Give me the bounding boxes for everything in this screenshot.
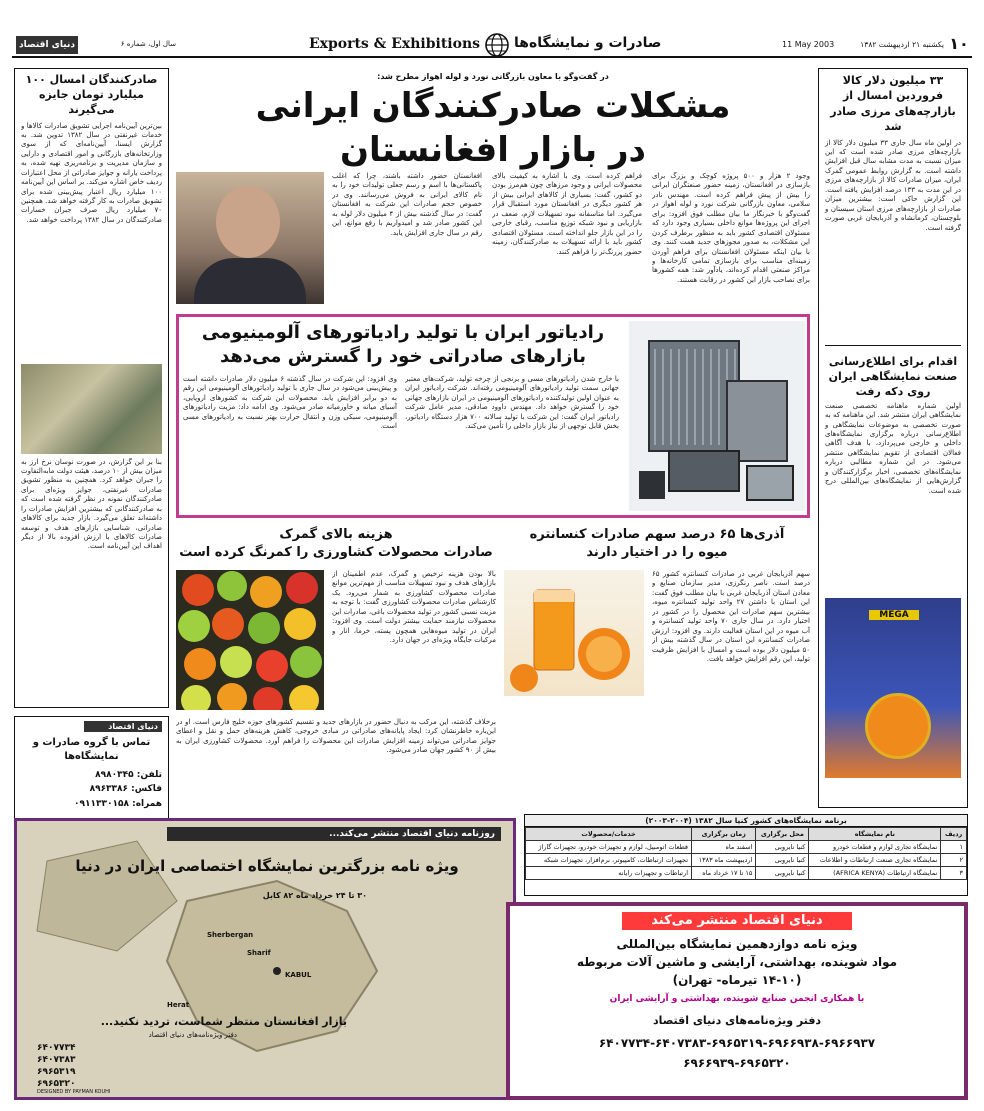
table-cell: اردیبهشت ماه ۱۳۸۳ bbox=[692, 854, 756, 867]
table-cell: ۱ bbox=[941, 841, 967, 854]
table-header: محل برگزاری bbox=[756, 828, 809, 841]
ad-cos-line3: (۱۴-۱۰ تیرماه- تهران) bbox=[672, 973, 802, 987]
right-article1-body: در اولین ماه سال جاری ۳۳ میلیون دلار کالا از بازارچه‌های مرزی صادر شده است که این میزان نسبت به مدت مشابه سال قبل افزایش داشته است. به گزارش روابط عمومی گمرک ایران، میزان صادرات کالا از بازارچه‌های مرزی در این مدت به ۱۳۳ درصد افزایش یافته است. این گزارش حاکی است: بیشترین میزان صادرات از بازارچه‌های مرزی استان سیستان و بلوچستان، کرمانشاه و آذربایجان غربی صورت گرفته است. bbox=[825, 138, 961, 232]
right-column bbox=[818, 68, 968, 808]
map-label: KABUL bbox=[285, 971, 312, 979]
juice-photo bbox=[504, 570, 644, 696]
date-en: 11 May 2003 bbox=[782, 40, 835, 49]
ad-af-office: دفتر ویژه‌نامه‌های دنیای اقتصاد bbox=[148, 1031, 237, 1039]
exhibitions-table bbox=[525, 827, 967, 880]
map-label: Sharif bbox=[247, 949, 271, 957]
section-title-fa: صادرات و نمایشگاه‌ها bbox=[514, 35, 662, 51]
radiator-headline-2: بازارهای صادراتی خود را گسترش می‌دهد bbox=[219, 346, 587, 367]
fruit-photo bbox=[176, 570, 324, 710]
main-article-col2: فراهم کرده است. وی با اشاره به کیفیت بالای محصولات ایرانی و وجود مرزهای چون هم‌مرز بودن دو کشور، گفت: بسیاری از کالاهای ایرانی بیش از هر کشور دیگری در افغانستان مورد استقبال قرار می‌گیرد. اما متاسفانه نبود تسهیلات لازم، ضعف در بازاریابی و نبود شبکه توزیع مناسب، رقبای خارجی را در این بازار جلو انداخته است. مسئولان اقتصادی کشور باید با ارائه تسهیلات به صادرکنندگان، زمینه حضور پررنگ‌تر را فراهم کنند. bbox=[492, 172, 642, 256]
phone-label: تلفن: bbox=[136, 770, 162, 780]
contact-mobile bbox=[21, 797, 162, 811]
left-article-headline: صادرکنندگان امسال ۱۰۰ میلیارد تومان جایزه می‌گیرند bbox=[25, 73, 158, 116]
contact-logo: دنیای اقتصاد bbox=[84, 721, 162, 732]
right-article2-body: اولین شماره ماهنامه تخصصی صنعت نمایشگاهی ایران منتشر شد. این ماهنامه که به صورت تخصصی به موضوعات نمایشگاهی و اطلاع‌رسانی درباره برگزاری نمایشگاه‌های داخلی و خارجی می‌پردازد، با هدف آگاهی فعالان اقتصادی از تقویم نمایشگاهی منتشر می‌شود. در این شماره مطالبی درباره نمایشگاه‌های تخصصی، اخبار برگزارکنندگان و گزارش‌هایی از نمایشگاه‌های بین‌المللی درج شده است. bbox=[825, 401, 961, 495]
right-ad-image bbox=[825, 598, 961, 778]
ad-af-banner: روزنامه دنیای اقتصاد منتشر می‌کند... bbox=[167, 827, 501, 841]
portrait-suit bbox=[194, 258, 306, 304]
ad-af-phone: ۶۹۶۵۳۲۰ bbox=[37, 1079, 76, 1089]
ad-cos-line4: با همکاری انجمن صنایع شوینده، بهداشتی و آرایشی ایران bbox=[609, 994, 865, 1004]
table-header: زمان برگزاری bbox=[692, 828, 756, 841]
right-divider bbox=[825, 345, 961, 346]
ad-cos-line1: ویژه نامه دوازدهمین نمایشگاه بین‌المللی bbox=[616, 937, 858, 951]
main-article-headline-2: در بازار افغانستان bbox=[340, 130, 646, 170]
globe-icon bbox=[484, 32, 510, 58]
cosmetics-ad bbox=[506, 902, 968, 1100]
ad-cos-line2: مواد شوینده، بهداشتی، آرایشی و ماشین آلات مربوطه bbox=[576, 955, 898, 969]
azeri-headline-1: آذری‌ها ۶۵ درصد سهم صادرات کنسانتره bbox=[529, 527, 785, 542]
table-header-row bbox=[526, 828, 967, 841]
ad-af-credit: DESIGNED BY PAYMAN KOUHI bbox=[37, 1089, 111, 1095]
fax-value: ۸۹۶۳۳۸۶ bbox=[89, 784, 129, 795]
issue-info: سال اول، شماره ۶ bbox=[120, 40, 176, 48]
azeri-article bbox=[504, 526, 810, 810]
map-label: Sherbergan bbox=[207, 931, 254, 939]
table-row bbox=[526, 841, 967, 854]
main-article-col1: وجود ۲ هزار و ۵۰۰ پروژه کوچک و بزرگ برای بازسازی در افغانستان، زمینه حضور صنعتگران ایرانی را بیش از پیش فراهم کرده است. مهندس نادر سلامی، معاون بازرگانی شرکت نورد و لوله اهواز در گفت‌وگو با خبرنگار ما بیان مطلب فوق افزود: برای اجرای این پروژه‌ها موانع داخلی بسیاری وجود دارد که مسئولان اقتصادی کشور باید به منظور برطرف کردن این مشکلات، به صدور مجوزهای جدید همت کنند. وی با بیان اینکه مسئولان افغانستان برای فراهم آوردن زمینه‌ای مناسب برای بازسازی تمامی کارخانه‌ها و مراکز صنعتی اقدام کرده‌اند، یادآور شد: همه کشورها برای تصاحب بازار این کشور در رقابت هستند. bbox=[652, 172, 810, 284]
azeri-body: سهم آذربایجان غربی در صادرات کنسانتره کشور ۶۵ درصد است. ناصر رنگرزی، مدیر سازمان صنایع و معادن استان آذربایجان غربی با بیان مطلب فوق گفت: این استان با داشتن ۲۷ واحد تولید کنسانتره میوه، بیشترین سهم صادرات این محصول را در کشور در اختیار دارد. در سال جاری ۷۰ واحد تولید کنسانتره و آب میوه در این استان فعالیت دارند. وی افزود: ارزش صادرات کنسانتره این استان در سال گذشته بیش از ۵۰ میلیون دلار بوده است و امسال با افزایش ظرفیت تولید، این رقم افزایش خواهد یافت. bbox=[652, 570, 810, 663]
table-cell: نمایشگاه تجاری لوازم و قطعات خودرو bbox=[809, 841, 941, 854]
money-photo bbox=[21, 364, 162, 454]
radiator-col2: وی افزود: این شرکت در سال گذشته ۶ میلیون دلار صادرات داشته است و پیش‌بینی می‌شود در سال جاری با تولید رادیاتورهای آلومینیومی این رقم به دو برابر افزایش یابد. محصولات این شرکت به کشورهای اروپایی، آسیای میانه و خاورمیانه صادر می‌شود. وی ادامه داد: مزیت رادیاتورهای آلومینیومی، سبکی وزن و انتقال حرارت بهتر نسبت به رادیاتورهای مسی است. bbox=[183, 375, 397, 431]
azeri-headline-2: میوه را در اختیار دارند bbox=[586, 545, 728, 560]
right-article2-headline: اقدام برای اطلاع‌رسانی صنعت نمایشگاهی ایران روی دکه رفت bbox=[828, 354, 958, 399]
page-number: ۱۰ bbox=[949, 34, 969, 53]
right-article1-headline: ۳۳ میلیون دلار کالا فروردین امسال از بازارچه‌های مرزی صادر شد bbox=[830, 74, 956, 134]
right-ad-label: MEGA bbox=[869, 610, 919, 620]
contact-box bbox=[14, 716, 169, 834]
ad-af-dates: ۳۰ تا ۲۴ خرداد ماه ۸۲ کابل bbox=[262, 891, 367, 900]
table-cell: ۱۵ تا ۱۷ خرداد ماه bbox=[692, 867, 756, 880]
agri-headline-2: صادرات محصولات کشاورزی را کمرنگ کرده است bbox=[179, 545, 493, 560]
mobile-label: همراه: bbox=[132, 798, 162, 809]
ad-af-headline: ویژه نامه بزرگترین نمایشگاه اختصاصی ایران در دنیا bbox=[75, 857, 459, 875]
table-cell: تجهیزات ارتباطات، کامپیوتر، نرم‌افزار، تجهیزات شبکه bbox=[526, 854, 692, 867]
agri-headline-1: هزینه بالای گمرک bbox=[279, 527, 393, 542]
afghanistan-ad bbox=[14, 818, 516, 1100]
table-cell: ۳ bbox=[941, 867, 967, 880]
main-article-kicker: در گفت‌وگو با معاون بازرگانی نورد و لوله اهواز مطرح شد: bbox=[377, 72, 609, 81]
radiator-col1: با خارج شدن رادیاتورهای مسی و برنجی از چرخه تولید، شرکت‌های معتبر جهانی سمت تولید رادیاتورهای آلومینیومی رفته‌اند. شرکت رادیاتور ایران به عنوان اولین تولیدکننده رادیاتورهای آلومینیومی در ایران بازارهای جهانی خود را گسترش خواهد داد. مهندس داوود صادقی، مدیر عامل شرکت رادیاتور ایران گفت: این شرکت با تولید سالانه ۷۰۰ هزار دستگاه رادیاتور، بخش قابل توجهی از نیاز بازار داخلی را تأمین می‌کند. bbox=[405, 375, 619, 431]
table-row bbox=[526, 854, 967, 867]
agri-col2: برخلاف گذشته، این مرکب به دنبال حضور در بازارهای جدید و تقسیم کشورهای حوزه خلیج فارس است. او در این‌باره خاطرنشان کرد: ایجاد پایانه‌های صادراتی در مبادی خروجی، کاهش هزینه‌های حمل و نقل و اعطای جوایز صادراتی می‌تواند زمینه افزایش صادرات این محصولات را فراهم آورد. محصولات کشاورزی ایران به بیش از ۹۰ کشور جهان صادر می‌شود. bbox=[176, 718, 496, 755]
ad-af-subline: بازار افغانستان منتظر شماست، تردید نکنید... bbox=[100, 1015, 347, 1028]
table-header: ردیف bbox=[941, 828, 967, 841]
contact-title: تماس با گروه صادرات و نمایشگاه‌ها bbox=[32, 737, 151, 762]
date-fa: یکشنبه ۲۱ اردیبهشت ۱۳۸۲ bbox=[860, 40, 944, 49]
table-cell: نمایشگاه ارتباطات (AFRICA KENYA) bbox=[809, 867, 941, 880]
left-article-body-2: بنا بر این گزارش، در صورت نوسان نرخ ارز به میزان بیش از ۱۰ درصد، هیئت دولت مابه‌التفاوت را جبران خواهد کرد. همچنین به منظور تشویق صادرات غیرنفتی، جوایز ویژه‌ای برای صادرکنندگان نمونه در نظر گرفته شده است که به صادرکنندگانی که بیشترین افزایش صادرات را داشته‌اند تعلق می‌گیرد. بازار جدید برای کالاهای صادراتی، شناسایی بازارهای هدف و توسعه صادرات کالاهای با ارزش افزوده بالا از دیگر اهداف این آیین‌نامه است. bbox=[21, 457, 162, 551]
ad-af-phone: ۶۹۶۵۳۱۹ bbox=[37, 1067, 76, 1077]
contact-fax bbox=[21, 782, 162, 796]
main-article-headline-1: مشکلات صادرکنندگان ایرانی bbox=[255, 86, 731, 126]
ad-cos-phones1: ۶۴۰۷۷۳۴-۶۴۰۷۳۸۳-۶۹۶۵۳۱۹-۶۹۶۶۹۳۸-۶۹۶۶۹۳۷ bbox=[598, 1036, 876, 1050]
agri-article bbox=[176, 526, 496, 810]
ad-af-phone: ۶۴۰۷۷۳۴ bbox=[37, 1043, 76, 1053]
table-row bbox=[526, 867, 967, 880]
ad-cos-office: دفتر ویژه‌نامه‌های دنیای اقتصاد bbox=[652, 1014, 822, 1027]
table-cell: اسفند ماه bbox=[692, 841, 756, 854]
radiator-article bbox=[176, 314, 810, 518]
left-article bbox=[14, 68, 169, 708]
exhibitions-table-title: برنامه نمایشگاه‌های کشور کنیا سال ۱۳۸۲ (۲۰۰۴-۲۰۰۳) bbox=[525, 815, 967, 827]
table-header: خدمات/محصولات bbox=[526, 828, 692, 841]
table-cell: کنیا نایروبی bbox=[756, 867, 809, 880]
radiator-photo bbox=[629, 321, 805, 511]
portrait-face bbox=[216, 186, 280, 258]
table-cell: ۲ bbox=[941, 854, 967, 867]
right-ad-fruit bbox=[865, 693, 931, 759]
table-cell: ارتباطات و تجهیزات رایانه bbox=[526, 867, 692, 880]
phone-value: ۸۹۸۰۳۴۵ bbox=[95, 770, 134, 780]
table-cell: کنیا نایروبی bbox=[756, 854, 809, 867]
page-header bbox=[12, 34, 972, 58]
masthead-logo: دنیای اقتصاد bbox=[16, 36, 78, 54]
table-cell: کنیا نایروبی bbox=[756, 841, 809, 854]
main-article-col3: افغانستان حضور داشته باشند، چرا که اغلب پاکستانی‌ها با اسم و رسم جعلی تولیدات خود را به نام کالای ایرانی به فروش می‌رسانند. وی در خصوص حجم صادرات این شرکت به افغانستان گفت: در سال گذشته بیش از ۴ میلیون دلار لوله به این کشور صادر شد و امیدواریم با رفع موانع، این رقم در سال جاری افزایش یابد. bbox=[332, 172, 482, 237]
left-article-body: بین‌ترین آیین‌نامه اجرایی تشویق صادرات کالاها و خدمات غیرنفتی در سال ۱۳۸۲ تدوین شد. به گزارش ایسنا، آیین‌نامه‌ای که از سوی وزارتخانه‌های بازرگانی و امور اقتصادی و دارایی و سازمان مدیریت و برنامه‌ریزی تهیه شده، به پرداخت یارانه و جوایز صادراتی از محل اعتبارات ردیف خاص اشاره می‌کند. بر اساس این آیین‌نامه ۱۰۰ میلیارد ریال اعتبار پیش‌بینی شده برای تشویق صادرات به کار گرفته خواهد شد. همچنین ۷۰ میلیارد ریال صرف جبران خسارات صادرکنندگان در سال ۱۳۸۲ پرداخت خواهد شد. bbox=[21, 121, 162, 224]
ad-cos-phones2: ۶۹۶۶۹۳۹-۶۹۶۵۳۲۰ bbox=[683, 1056, 791, 1070]
section-title-en: Exports & Exhibitions bbox=[308, 36, 480, 52]
agri-col1: بالا بودن هزینه ترخیص و گمرک، عدم اطمینان از بازارهای هدف و نبود تسهیلات مناسب از مهم‌ترین موانع صادرات محصولات کشاورزی به شمار می‌رود. یک کارشناس صادرات محصولات کشاورزی گفت: با توجه به مزیت نسبی کشور در تولید محصولات باغی، صادرات این محصولات نیازمند حمایت بیشتر دولت است. وی افزود: ایران در تولید میوه‌هایی همچون پسته، خرما، انار و مرکبات جایگاه ویژه‌ای در جهان دارد. bbox=[332, 570, 496, 645]
table-header: نام نمایشگاه bbox=[809, 828, 941, 841]
main-article-photo bbox=[176, 172, 324, 304]
exhibitions-table-box bbox=[524, 814, 968, 896]
fax-label: فاکس: bbox=[131, 784, 162, 795]
ad-af-phone: ۶۴۰۷۳۸۳ bbox=[37, 1055, 76, 1065]
map-label: Herat bbox=[167, 1001, 190, 1009]
radiator-headline-1: رادیاتور ایران با تولید رادیاتورهای آلومینیومی bbox=[201, 322, 605, 343]
contact-phone bbox=[21, 768, 162, 782]
table-cell: قطعات اتومبیل، لوازم و تجهیزات خودرو، تجهیزات گاراژ bbox=[526, 841, 692, 854]
mobile-value: ۰۹۱۱۳۳۰۱۵۸ bbox=[74, 798, 129, 809]
ad-cos-banner: دنیای اقتصاد منتشر می‌کند bbox=[622, 912, 852, 930]
table-cell: نمایشگاه تجاری صنعت ارتباطات و اطلاعات bbox=[809, 854, 941, 867]
